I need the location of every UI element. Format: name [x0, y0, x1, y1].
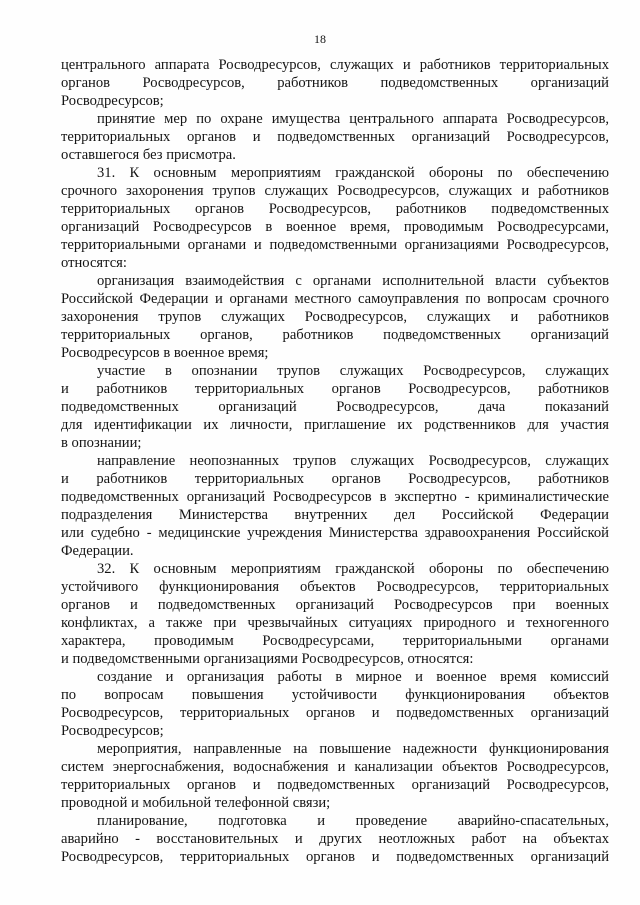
text-line: подразделения Министерства внутренних дел Российской Федерации [61, 507, 609, 523]
text-line: и работников территориальных органов Росводресурсов, работников [61, 471, 609, 487]
text-line: Росводресурсов, территориальных органов и подведомственных организаций [61, 849, 609, 865]
text-line: и подведомственными организациями Росводресурсов, относятся: [61, 651, 474, 667]
text-line: конфликтах, а также при чрезвычайных ситуациях природного и техногенного [61, 615, 609, 631]
document-body [61, 56, 609, 866]
text-line: Росводресурсов; [61, 723, 164, 739]
text-line: территориальных органов и подведомственных организаций Росводресурсов, [61, 777, 609, 793]
text-line: центрального аппарата Росводресурсов, служащих и работников территориальных [61, 57, 609, 73]
text-line: по вопросам повышения устойчивости функционирования объектов [61, 687, 609, 703]
text-line: Росводресурсов в военное время; [61, 345, 269, 361]
text-line: Федерации. [61, 543, 134, 559]
text-line: подведомственных организаций Росводресурсов в экспертно - криминалистические [61, 489, 609, 505]
text-line: принятие мер по охране имущества центрального аппарата Росводресурсов, [97, 111, 609, 127]
text-line: для идентификации их личности, приглашение их родственников для участия [61, 417, 609, 433]
text-line: или судебно - медицинские учреждения Министерства здравоохранения Российской [61, 525, 609, 541]
text-line: 32. К основным мероприятиям гражданской обороны по обеспечению [97, 561, 609, 577]
text-line: относятся: [61, 255, 127, 271]
text-line: подведомственных организаций Росводресурсов, дача показаний [61, 399, 609, 415]
text-line: мероприятия, направленные на повышение надежности функционирования [97, 741, 609, 757]
text-line: аварийно - восстановительных и других неотложных работ на объектах [61, 831, 609, 847]
text-line: захоронения трупов служащих Росводресурсов, служащих и работников [61, 309, 609, 325]
text-line: органов и подведомственных организаций Росводресурсов при военных [61, 597, 609, 613]
text-line: и работников территориальных органов Росводресурсов, работников [61, 381, 609, 397]
text-line: срочного захоронения трупов служащих Росводресурсов, служащих и работников [61, 183, 609, 199]
text-line: Росводресурсов; [61, 93, 164, 109]
text-line: планирование, подготовка и проведение аварийно-спасательных, [97, 813, 609, 829]
text-line: в опознании; [61, 435, 142, 451]
text-line: территориальных органов, работников подведомственных организаций [61, 327, 609, 343]
text-line: территориальными органами и подведомственными организациями Росводресурсов, [61, 237, 609, 253]
text-line: организаций Росводресурсов в военное время, проводимым Росводресурсами, [61, 219, 609, 235]
text-line: Росводресурсов, территориальных органов и подведомственных организаций [61, 705, 609, 721]
text-line: проводной и мобильной телефонной связи; [61, 795, 331, 811]
text-line: территориальных органов Росводресурсов, работников подведомственных [61, 201, 609, 217]
text-line: органов Росводресурсов, работников подведомственных организаций [61, 75, 609, 91]
text-line: направление неопознанных трупов служащих Росводресурсов, служащих [97, 453, 609, 469]
page-number: 18 [314, 32, 326, 46]
text-line: организация взаимодействия с органами исполнительной власти субъектов [97, 273, 609, 289]
text-line: Российской Федерации и органами местного самоуправления по вопросам срочного [61, 291, 609, 307]
text-line: устойчивого функционирования объектов Росводресурсов, территориальных [61, 579, 609, 595]
text-line: участие в опознании трупов служащих Росводресурсов, служащих [97, 363, 609, 379]
text-line: оставшегося без присмотра. [61, 147, 236, 163]
text-line: создание и организация работы в мирное и военное время комиссий [97, 669, 609, 685]
text-line: систем энергоснабжения, водоснабжения и канализации объектов Росводресурсов, [61, 759, 609, 775]
text-line: характера, проводимым Росводресурсами, территориальными органами [61, 633, 609, 649]
text-line: 31. К основным мероприятиям гражданской обороны по обеспечению [97, 165, 609, 181]
text-line: территориальных органов и подведомственных организаций Росводресурсов, [61, 129, 609, 145]
